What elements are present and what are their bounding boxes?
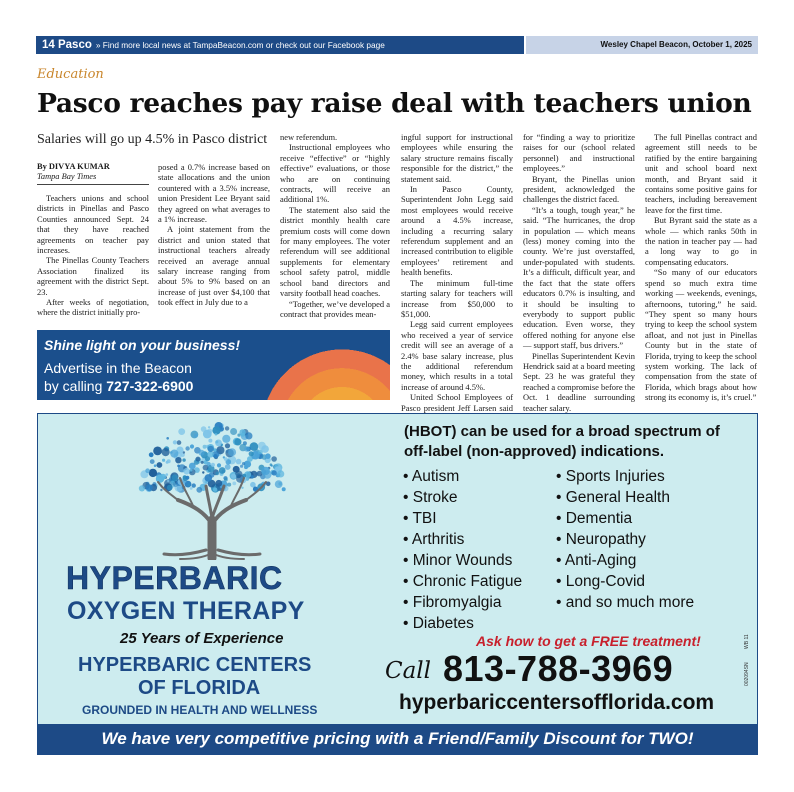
canopy-dot — [241, 433, 245, 437]
paragraph: United School Employees of Pasco president Jeff Larsen said — [401, 392, 513, 413]
canopy-dot — [166, 437, 169, 440]
canopy-dot — [187, 483, 190, 486]
canopy-dot — [153, 447, 162, 456]
canopy-dot — [213, 487, 217, 491]
paragraph: “Together, we’ve developed a contract that provides mean- — [280, 298, 390, 319]
page-label: 14 Pasco — [42, 39, 92, 51]
canopy-dot — [262, 467, 270, 475]
paragraph: Instructional employees who receive “effective” or “highly effective” evaluations, or those who are on continuing contracts, will receive an additional 1%. — [280, 142, 390, 205]
paragraph: “It’s a tough, tough year,” he said. “The hurricanes, the drop in population — which means (less) money coming into the county. We’re just overstaffed, under-populated with students. It’s a difficult, difficult year, and the fact that the state offers educators 0.7% is insulting, and it should be insulting to everybody to support public education. Even worse, they offered nothing for anyone else — support staff, bus drivers.” — [523, 204, 635, 351]
article-column-3 — [280, 132, 390, 319]
ad-title-line-1: HYPERBARIC — [66, 560, 283, 596]
canopy-dot — [230, 428, 237, 435]
condition-item: • Long-Covid — [556, 573, 646, 590]
ad-phone-number: 813-788-3969 — [443, 648, 674, 689]
canopy-dot — [156, 475, 164, 483]
canopy-dot — [240, 465, 243, 468]
canopy-dot — [167, 480, 169, 482]
canopy-dot — [251, 475, 254, 478]
sunrise-graphic — [247, 335, 390, 400]
canopy-dot — [245, 432, 252, 439]
condition-item: • Dementia — [556, 510, 633, 527]
canopy-dot — [282, 487, 286, 491]
canopy-dot — [232, 482, 236, 486]
condition-item: • Neuropathy — [556, 531, 646, 548]
paragraph: The statement also said the district monthly health care premium costs will come down for many employees. The voter referendum will see additional supplements for elementary school safety patrol, middle school band directors and varsity football head coaches. — [280, 204, 390, 299]
canopy-dot — [203, 465, 209, 471]
article-column-1 — [37, 193, 149, 318]
canopy-dot — [145, 468, 150, 473]
tree-logo-icon — [134, 420, 290, 560]
canopy-dot — [211, 463, 215, 467]
condition-item: • Fibromyalgia — [403, 594, 502, 611]
canopy-dot — [182, 458, 185, 461]
canopy-dot — [217, 463, 221, 467]
canopy-dot — [224, 478, 228, 482]
paragraph: Pinellas Superintendent Kevin Hendrick said at a board meeting Sept. 23 he was grateful they reached a compromise before the Oct. 1 deadline surrounding teacher salary. — [523, 350, 635, 413]
canopy-dot — [236, 459, 242, 465]
canopy-dot — [178, 428, 185, 435]
canopy-dot — [201, 461, 204, 464]
canopy-dot — [202, 471, 204, 473]
years-experience: 25 Years of Experience — [120, 630, 284, 647]
canopy-dot — [157, 462, 163, 468]
canopy-dot — [249, 451, 254, 456]
canopy-dot — [261, 445, 269, 453]
canopy-dot — [215, 472, 219, 476]
canopy-dot — [237, 434, 240, 437]
canopy-dot — [244, 446, 250, 452]
section-label: Education — [37, 67, 104, 82]
paragraph: The full Pinellas contract and agreement still needs to be ratified by the entire bargaining unit and school board next month, and Bryant said it contains some positive gains for teachers, including bereavement leave for the first time. — [645, 132, 757, 215]
canopy-dot — [208, 446, 214, 452]
advertise-line-2 — [44, 378, 193, 394]
article-column-6 — [645, 132, 757, 403]
canopy-dot — [271, 456, 277, 462]
canopy-dot — [190, 444, 194, 448]
paragraph: Bryant, the Pinellas union president, acknowledged the challenges the district faced. — [523, 173, 635, 205]
canopy-dot — [242, 462, 245, 465]
company-tagline: GROUNDED IN HEALTH AND WELLNESS — [82, 703, 318, 717]
canopy-dot — [139, 485, 145, 491]
canopy-dot — [207, 429, 212, 434]
canopy-dot — [225, 464, 231, 470]
canopy-dot — [167, 459, 171, 463]
canopy-dot — [183, 468, 190, 475]
paragraph: In Pasco County, Superintendent John Legg said most employees would receive around a 4.5% increase, including a recurring salary referendum supplement and an increased contribution to eligible employees’ retirement and health benefits. — [401, 184, 513, 278]
canopy-dot — [225, 443, 230, 448]
canopy-dot — [219, 467, 226, 474]
advertise-line-1: Advertise in the Beacon — [44, 360, 192, 376]
ad-title-line-2: OXYGEN THERAPY — [67, 597, 305, 625]
page-header-bar — [36, 36, 758, 54]
canopy-dot — [149, 469, 157, 477]
canopy-dot — [196, 487, 202, 493]
canopy-dot — [235, 471, 242, 478]
condition-item: • TBI — [403, 510, 437, 527]
canopy-dot — [183, 451, 185, 453]
advertise-ad — [37, 330, 390, 400]
paragraph: The minimum full-time starting salary for teachers will increase from $50,000 to $51,000. — [401, 277, 513, 319]
condition-item: • Anti-Aging — [556, 552, 637, 569]
advertise-line-2-prefix: by calling — [44, 378, 107, 394]
condition-item: • Sports Injuries — [556, 468, 665, 485]
headline: Pasco reaches pay raise deal with teachers union — [37, 88, 752, 119]
paragraph: posed a 0.7% increase based on state allocations and the union countered with a 3.5% increase, union President Lee Bryant said they agreed on what averages to a 1% increase. — [158, 162, 270, 225]
canopy-dot — [205, 474, 213, 482]
canopy-dot — [160, 489, 162, 491]
condition-item: • Diabetes — [403, 615, 474, 632]
canopy-dot — [241, 487, 243, 489]
condition-item: • General Health — [556, 489, 670, 506]
hbot-intro: (HBOT) can be used for a broad spectrum of off-label (non-approved) indications. — [404, 423, 720, 460]
canopy-dot — [213, 454, 217, 458]
canopy-dot — [149, 452, 154, 457]
subheadline: Salaries will go up 4.5% in Pasco district — [37, 132, 268, 147]
canopy-dot — [271, 470, 276, 475]
ad-code-2: 002094SN — [744, 662, 750, 686]
canopy-dot — [208, 426, 210, 428]
condition-item: • Autism — [403, 468, 460, 485]
article-column-5 — [523, 132, 635, 413]
condition-item: • Minor Wounds — [403, 552, 513, 569]
canopy-dot — [215, 433, 218, 436]
canopy-dot — [270, 463, 273, 466]
canopy-dot — [175, 457, 181, 463]
condition-item: • and so much more — [556, 594, 695, 611]
canopy-dot — [265, 453, 271, 459]
condition-item: • Arthritis — [403, 531, 465, 548]
ad-website: hyperbariccentersofflorida.com — [399, 691, 715, 714]
canopy-dot — [150, 459, 155, 464]
canopy-dot — [177, 465, 180, 468]
canopy-dot — [208, 439, 212, 443]
canopy-dot — [234, 438, 241, 445]
canopy-dot — [167, 485, 173, 491]
article-column-2 — [158, 162, 270, 308]
paragraph: new referendum. — [280, 132, 338, 142]
company-name-line-1: HYPERBARIC CENTERS — [78, 654, 312, 676]
canopy-dot — [154, 464, 157, 467]
paragraph: But Byrant said the state as a whole — which ranks 50th in the nation in teacher pay — had a long way to go in compensating educators. — [645, 215, 757, 267]
canopy-dot — [228, 448, 236, 456]
byline-name: By DIVYA KUMAR — [37, 162, 110, 171]
canopy-dot — [231, 474, 236, 479]
canopy-dot — [172, 474, 178, 480]
canopy-dot — [224, 457, 228, 461]
paragraph: The Pinellas County Teachers Association finalized its agreement with the district Sept. 23. — [37, 255, 149, 297]
condition-item: • Stroke — [403, 489, 458, 506]
canopy-dot — [170, 450, 178, 458]
canopy-dot — [166, 473, 169, 476]
ad-code: WB 11 — [744, 634, 750, 649]
canopy-dot — [185, 446, 189, 450]
hyperbaric-ad — [37, 413, 758, 755]
paragraph: Legg said current employees who received a year of service credit will see an average of a 2.4% base salary increase, plus the additional referendum money, which results in a total increase of around 4.5%. — [401, 319, 513, 392]
canopy-dot — [177, 440, 182, 445]
paragraph: After weeks of negotiation, where the district initially pro- — [37, 297, 149, 318]
canopy-dot — [162, 448, 170, 456]
canopy-dot — [196, 457, 201, 462]
canopy-dot — [146, 484, 153, 491]
article-column-4 — [401, 132, 513, 423]
byline — [37, 162, 149, 185]
canopy-dot — [277, 470, 284, 477]
free-treatment-callout: Ask how to get a FREE treatment! — [476, 633, 701, 649]
canopy-dot — [190, 487, 193, 490]
canopy-dot — [275, 480, 283, 488]
condition-item: • Chronic Fatigue — [403, 573, 523, 590]
paragraph: A joint statement from the district and union stated that instructional teachers already received an average annual salary increase ranging from about 5% to 9% based on an increase of just over $4,100 that took effect in July due to a — [158, 224, 270, 308]
paragraph: Teachers unions and school districts in Pinellas and Pasco Counties announced Sept. 24 that they have reached agreements on teacher pay increases. — [37, 193, 149, 256]
paragraph: ingful support for instructional employees while ensuring the salary structure remains fiscally responsible for the district,” the statement said. — [401, 132, 513, 184]
paragraph: “So many of our educators spend so much extra time working — weekends, evenings, afternoons, tutoring,” he said. “They spent so many hours trying to keep the school system afloat, and not just in Pinellas County but in the state of Florida, trying to keep the school system working. The lack of compensation from the state of Florida, which brags about how strong its economy is, it’s cruel.” — [645, 267, 758, 403]
advertise-headline: Shine light on your business! — [44, 337, 241, 353]
canopy-dot — [194, 434, 198, 438]
discount-banner: We have very competitive pricing with a Friend/Family Discount for TWO! — [38, 724, 757, 754]
canopy-dot — [222, 435, 230, 443]
canopy-dot — [225, 426, 229, 430]
canopy-dot — [186, 476, 190, 480]
canopy-dot — [244, 465, 248, 469]
canopy-dot — [162, 459, 165, 462]
canopy-dot — [227, 483, 231, 487]
canopy-dot — [173, 440, 177, 444]
canopy-dot — [219, 426, 222, 429]
page-header-left — [36, 36, 524, 54]
paper-date: Wesley Chapel Beacon, October 1, 2025 — [526, 36, 758, 54]
byline-org: Tampa Bay Times — [37, 172, 97, 181]
canopy-dot — [215, 480, 222, 487]
company-name-line-2: OF FLORIDA — [138, 677, 261, 699]
advertise-phone: 727-322-6900 — [106, 378, 194, 394]
call-label: Call — [385, 658, 432, 684]
paragraph: for “finding a way to prioritize raises for our (school related personnel) and instructional employees.” — [523, 132, 635, 174]
canopy-dot — [215, 440, 218, 443]
canopy-dot — [192, 483, 196, 487]
canopy-dot — [190, 469, 193, 472]
canopy-dot — [199, 450, 205, 456]
header-promo: » Find more local news at TampaBeacon.com or check out our Facebook page — [95, 40, 385, 50]
